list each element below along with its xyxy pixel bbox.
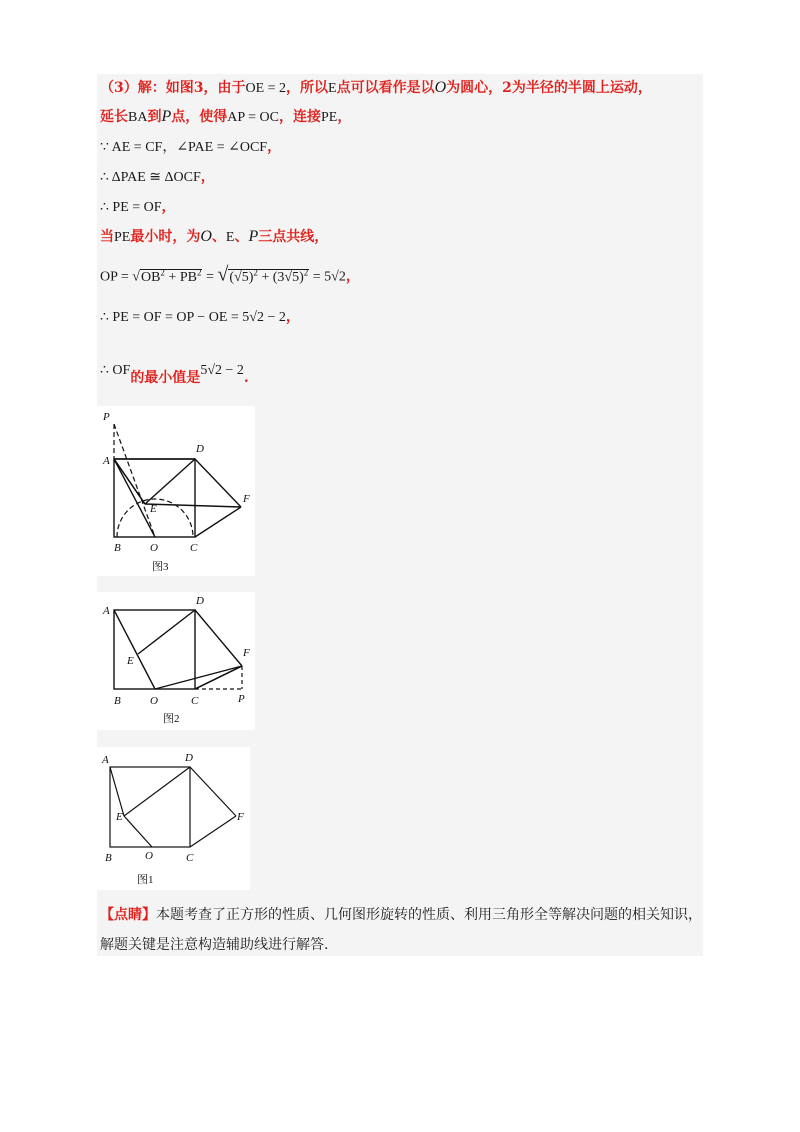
math-congruence: ∴ ΔPAE ≅ ΔOCF — [100, 170, 201, 185]
label-d: D — [185, 752, 193, 764]
label-f: F — [243, 493, 250, 505]
math-ba: BA — [128, 110, 148, 125]
text: （3）解：如图3，由于 — [100, 80, 246, 96]
text: 为半径的半圆上运动， — [511, 80, 652, 96]
exp-2: 2 — [253, 267, 258, 277]
text: 三点共线， — [258, 229, 329, 245]
math-e: E — [328, 81, 337, 96]
label-c: C — [191, 695, 199, 707]
figure-1 — [97, 747, 250, 890]
text: ，连接 — [278, 109, 321, 125]
text: 延长 — [100, 109, 128, 125]
label-f: F — [243, 647, 250, 659]
math-pb: PB — [179, 269, 197, 285]
comment-text: 本题考查了正方形的性质、几何图形旋转的性质、利用三角形全等解决问题的相关知识， — [156, 907, 702, 923]
number-2: 2 — [502, 80, 512, 96]
label-b: B — [114, 542, 121, 554]
comment-line-2 — [100, 935, 328, 955]
math-oe: OE = 2 — [245, 81, 287, 96]
math-result: = 5√2 — [309, 269, 346, 285]
math-o: O — [434, 79, 447, 96]
solution-line-7 — [100, 262, 360, 288]
math-pe-equals-of: ∴ PE = OF — [100, 200, 162, 215]
math-ob: OB — [140, 269, 161, 285]
text: 、 — [234, 229, 249, 245]
solution-line-5 — [100, 197, 176, 218]
math-plus: + — [164, 269, 180, 285]
radicand — [140, 269, 202, 285]
label-d: D — [196, 443, 204, 455]
text: 的最小值是 — [130, 370, 201, 386]
label-b: B — [114, 695, 121, 707]
radicand: $(√5)^2 + (3√5)^2$ — [229, 267, 309, 285]
solution-line-3 — [100, 137, 281, 158]
math-pe: PE — [114, 230, 131, 245]
figure-3-caption: 图3 — [152, 561, 169, 573]
math-ap: AP = OC — [227, 110, 279, 125]
label-p: P — [238, 693, 245, 705]
text: 、 — [211, 229, 226, 245]
label-e: E — [116, 811, 123, 823]
text: . — [243, 370, 249, 386]
comment-line-1 — [100, 905, 702, 925]
text: ， — [161, 199, 176, 215]
solution-line-1 — [100, 78, 652, 99]
math-eq: = — [202, 269, 218, 285]
text: ，所以 — [286, 80, 329, 96]
math-term-2: (3√5) — [272, 269, 304, 285]
radical-sign: √ — [217, 263, 229, 286]
comment-text: 解题关键是注意构造辅助线进行解答. — [100, 937, 329, 953]
label-d: D — [196, 595, 204, 607]
figure-2 — [97, 592, 255, 730]
figure-2-caption: 图2 — [163, 713, 180, 725]
math-p: P — [248, 228, 259, 245]
solution-line-8 — [100, 307, 300, 328]
math-term-1: (√5) — [229, 269, 254, 285]
label-a: A — [102, 754, 109, 766]
math-e: E — [225, 230, 235, 245]
solution-line-9 — [100, 360, 249, 386]
solution-line-2 — [100, 107, 351, 128]
exp-2: 2 — [196, 267, 202, 277]
figure-1-diagram — [97, 747, 250, 890]
label-c: C — [190, 542, 198, 554]
math-of: ∴ OF — [100, 363, 131, 378]
figure-3 — [97, 406, 255, 576]
label-o: O — [145, 850, 153, 862]
text: 当 — [100, 229, 114, 245]
text: ， — [267, 139, 282, 155]
label-e: E — [127, 655, 134, 667]
text: ， — [200, 169, 215, 185]
label-p: P — [103, 411, 110, 423]
text: ， — [345, 269, 360, 285]
label-o: O — [150, 695, 158, 707]
solution-line-4 — [100, 167, 215, 188]
label-o: O — [150, 542, 158, 554]
radical-sign: √ — [132, 269, 140, 285]
label-a: A — [103, 455, 110, 467]
math-o: O — [200, 228, 212, 245]
label-b: B — [105, 852, 112, 864]
solution-line-6 — [100, 227, 328, 248]
text: ， — [285, 309, 300, 325]
text: ， — [337, 109, 352, 125]
exp-2: 2 — [160, 267, 165, 277]
text: 到 — [147, 109, 162, 125]
math-pe-value: ∴ PE = OF = OP − OE = 5√2 − 2 — [100, 310, 286, 325]
label-a: A — [103, 605, 110, 617]
text: 为圆心， — [446, 80, 503, 96]
math-congruence-premise: ∵ AE = CF，∠PAE = ∠OCF — [100, 140, 268, 155]
comment-tag: 【点睛】 — [100, 907, 156, 923]
figure-3-diagram — [97, 406, 255, 576]
label-c: C — [186, 852, 194, 864]
text: 点可以看作是以 — [336, 80, 435, 96]
math-op: OP = — [100, 269, 133, 285]
math-min-value: 5√2 − 2 — [200, 363, 244, 378]
math-p: P — [161, 108, 172, 125]
text: 点，使得 — [171, 109, 228, 125]
math-pe: PE — [320, 110, 338, 125]
figure-1-caption: 图1 — [137, 874, 154, 886]
label-e: E — [150, 503, 157, 515]
label-f: F — [237, 811, 244, 823]
text: 最小时，为 — [130, 229, 201, 245]
exp-2: 2 — [303, 267, 309, 277]
figure-2-diagram — [97, 592, 255, 730]
